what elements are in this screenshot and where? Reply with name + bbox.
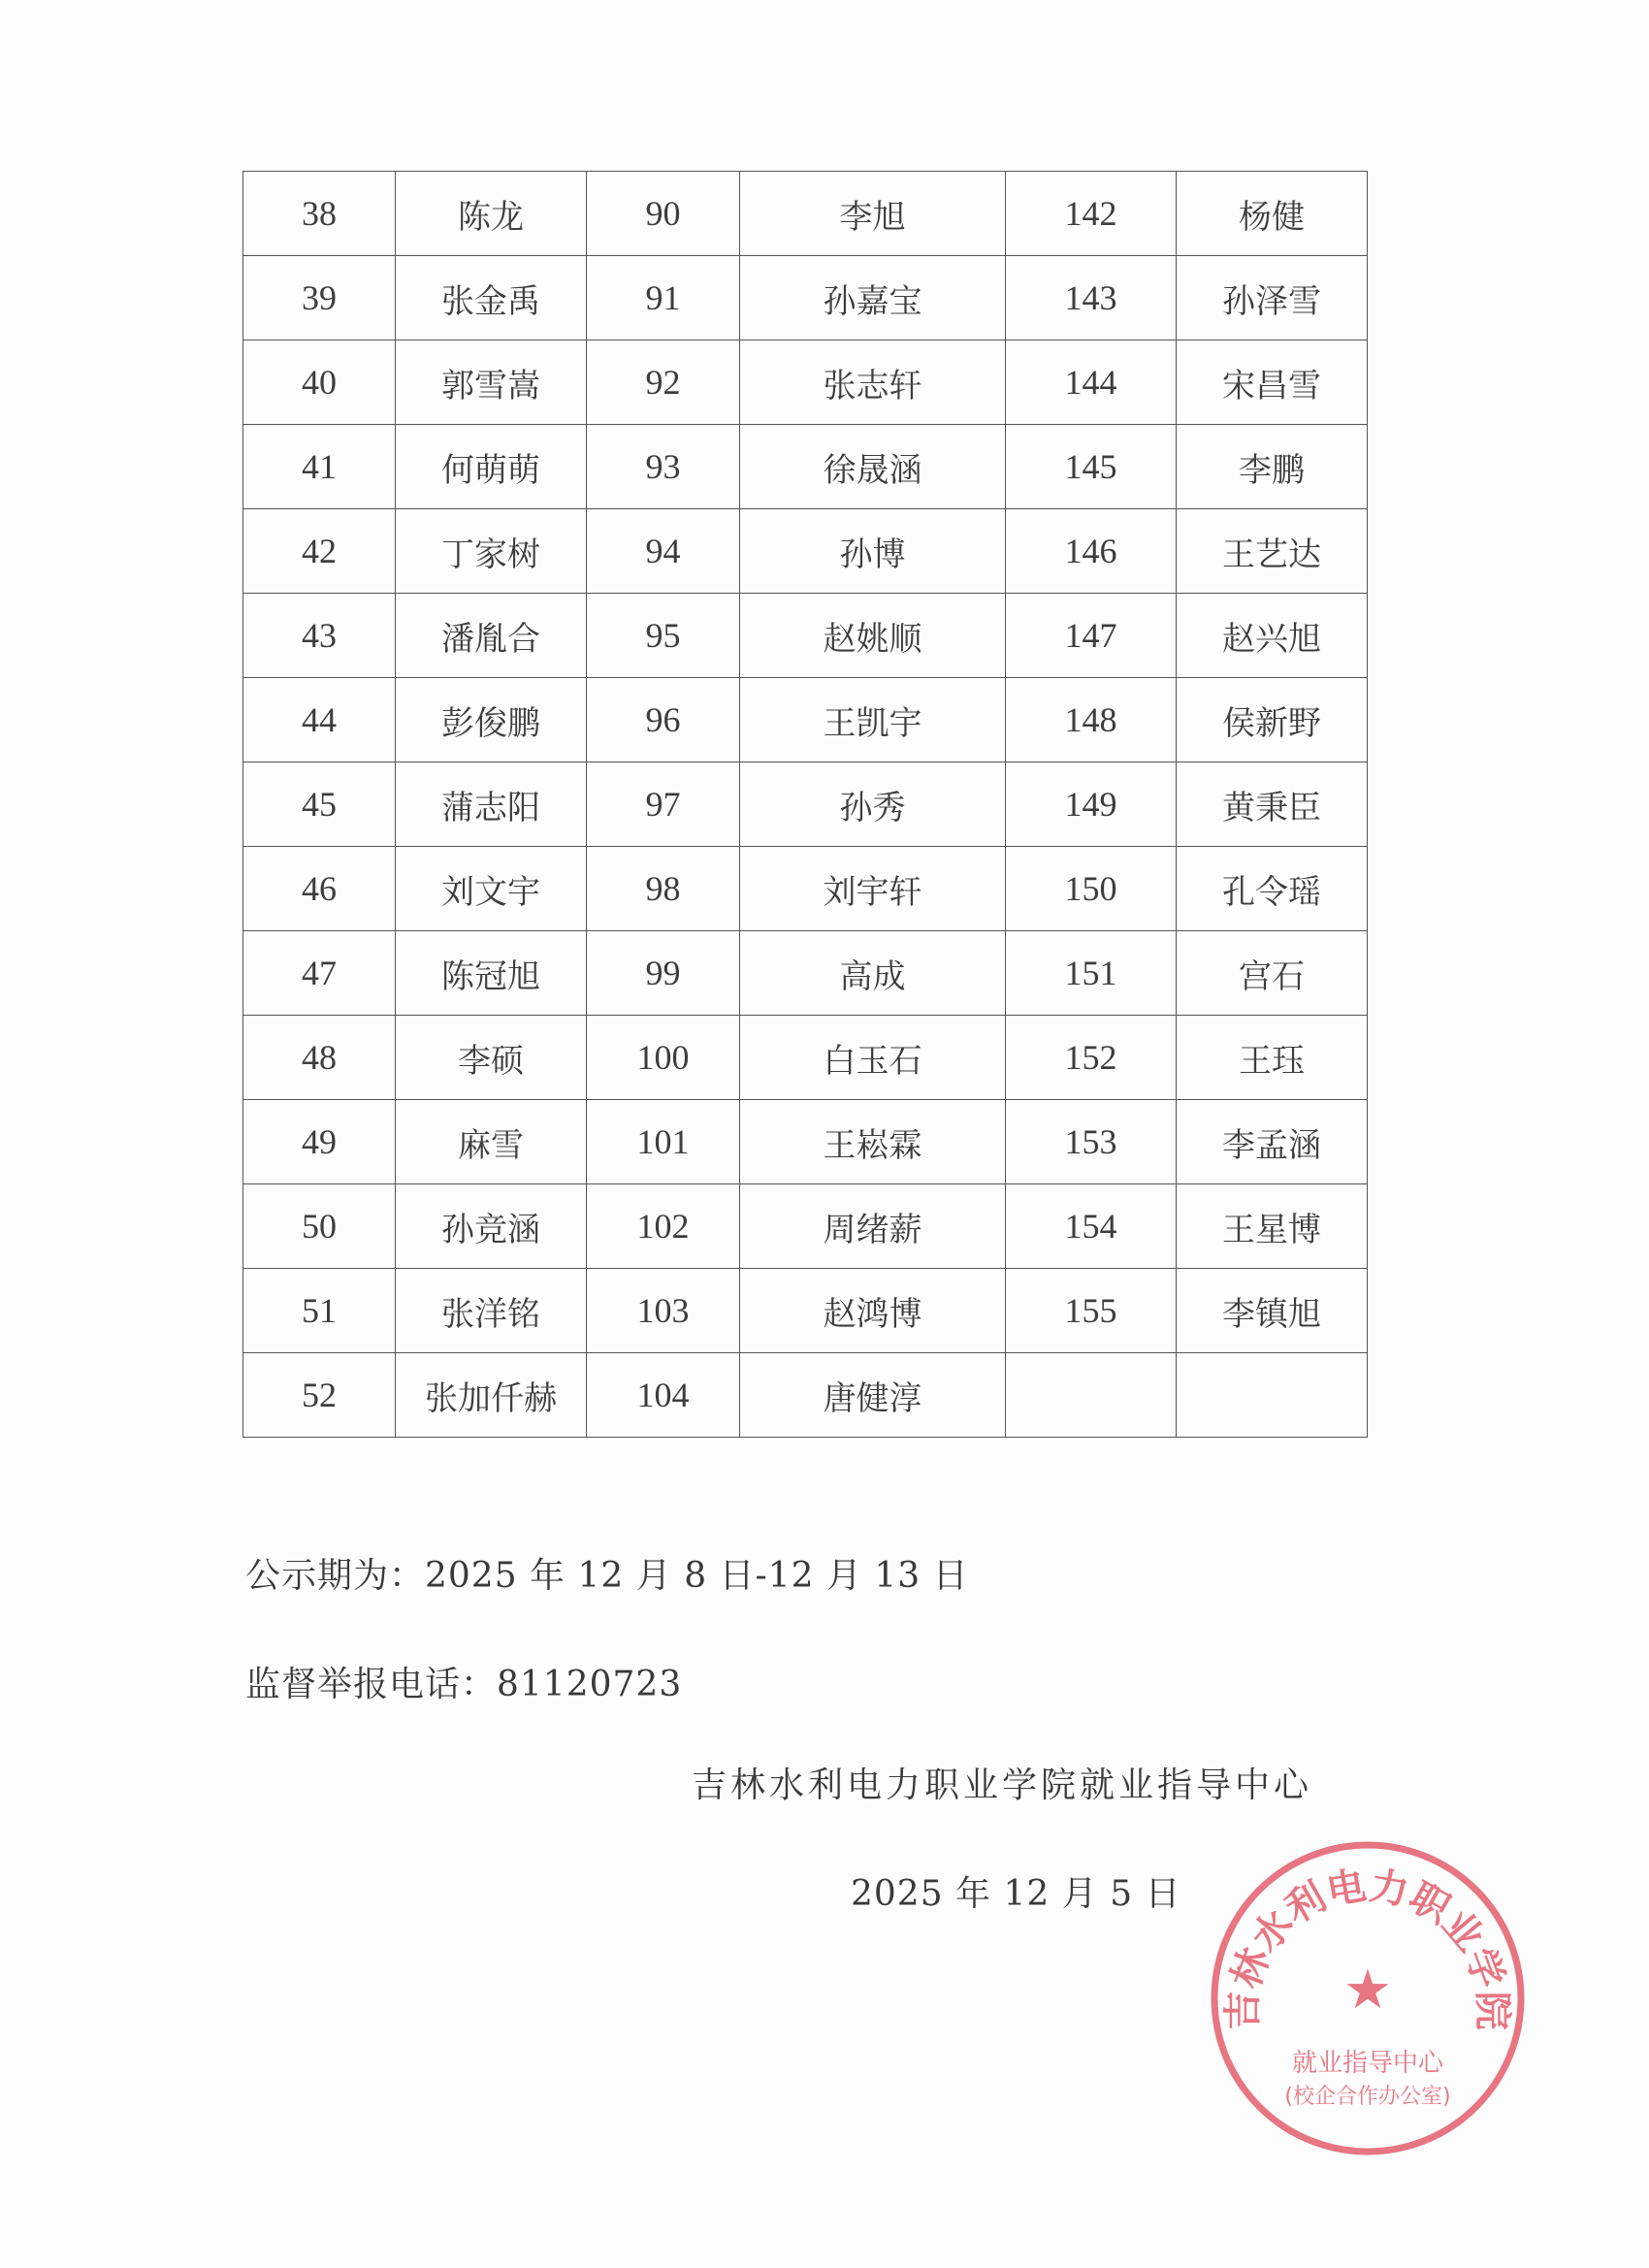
table-row xyxy=(243,340,1368,425)
table-row xyxy=(243,1184,1368,1269)
student-name-cell: 宫石 xyxy=(1177,931,1368,1016)
table-row xyxy=(243,1269,1368,1353)
student-name-cell: 孙秀 xyxy=(740,762,1006,847)
table-row xyxy=(243,425,1368,509)
stamp-outer-text: 吉林水利电力职业学院 xyxy=(1220,1863,1515,2030)
serial-number-cell: 42 xyxy=(243,509,396,594)
issue-date: 2025 年 12 月 5 日 xyxy=(851,1874,1181,1914)
student-name-cell: 杨健 xyxy=(1177,172,1368,256)
serial-number-cell: 99 xyxy=(587,931,740,1016)
publicity-period: 公示期为：2025 年 12 月 8 日-12 月 13 日 xyxy=(245,1556,969,1596)
student-name-cell: 赵鸿博 xyxy=(740,1269,1006,1353)
student-name-cell: 王珏 xyxy=(1177,1016,1368,1100)
student-name-cell: 陈冠旭 xyxy=(396,931,587,1016)
serial-number-cell: 144 xyxy=(1006,340,1177,425)
table-row xyxy=(243,509,1368,594)
serial-number-cell: 153 xyxy=(1006,1100,1177,1184)
serial-number-cell: 98 xyxy=(587,847,740,931)
student-name-cell: 张洋铭 xyxy=(396,1269,587,1353)
student-name-cell: 李鹏 xyxy=(1177,425,1368,509)
student-name-cell: 潘胤合 xyxy=(396,594,587,678)
serial-number-cell: 48 xyxy=(243,1016,396,1100)
table-row xyxy=(243,678,1368,762)
serial-number-cell: 97 xyxy=(587,762,740,847)
table-row xyxy=(243,1353,1368,1438)
serial-number-cell: 39 xyxy=(243,256,396,340)
student-name-cell: 陈龙 xyxy=(396,172,587,256)
stamp-inner-line1: 就业指导中心 xyxy=(1291,2049,1444,2078)
student-name-cell: 麻雪 xyxy=(396,1100,587,1184)
student-name-cell: 何萌萌 xyxy=(396,425,587,509)
student-name-cell: 孙泽雪 xyxy=(1177,256,1368,340)
table-row xyxy=(243,1016,1368,1100)
student-name-cell: 孙竞涵 xyxy=(396,1184,587,1269)
table-row xyxy=(243,256,1368,340)
serial-number-cell: 52 xyxy=(243,1353,396,1438)
student-name-cell: 王崧霖 xyxy=(740,1100,1006,1184)
student-name-cell: 孙博 xyxy=(740,509,1006,594)
serial-number-cell: 49 xyxy=(243,1100,396,1184)
student-name-cell: 李镇旭 xyxy=(1177,1269,1368,1353)
student-name-cell: 蒲志阳 xyxy=(396,762,587,847)
student-name-cell: 丁家树 xyxy=(396,509,587,594)
table-row xyxy=(243,1100,1368,1184)
serial-number-cell: 94 xyxy=(587,509,740,594)
student-name-cell: 黄秉臣 xyxy=(1177,762,1368,847)
student-name-cell: 张金禹 xyxy=(396,256,587,340)
student-name-cell: 宋昌雪 xyxy=(1177,340,1368,425)
student-name-cell: 刘文宇 xyxy=(396,847,587,931)
serial-number-cell: 100 xyxy=(587,1016,740,1100)
serial-number-cell: 96 xyxy=(587,678,740,762)
student-name-cell: 孔令瑶 xyxy=(1177,847,1368,931)
serial-number-cell: 142 xyxy=(1006,172,1177,256)
serial-number-cell: 104 xyxy=(587,1353,740,1438)
serial-number-cell: 51 xyxy=(243,1269,396,1353)
serial-number-cell: 47 xyxy=(243,931,396,1016)
serial-number-cell: 152 xyxy=(1006,1016,1177,1100)
student-name-cell: 高成 xyxy=(740,931,1006,1016)
student-name-cell: 王凯宇 xyxy=(740,678,1006,762)
serial-number-cell: 147 xyxy=(1006,594,1177,678)
student-name-cell: 赵兴旭 xyxy=(1177,594,1368,678)
serial-number-cell: 148 xyxy=(1006,678,1177,762)
serial-number-cell: 41 xyxy=(243,425,396,509)
student-name-cell: 张志轩 xyxy=(740,340,1006,425)
student-name-cell: 彭俊鹏 xyxy=(396,678,587,762)
student-name-cell: 郭雪嵩 xyxy=(396,340,587,425)
student-name-cell: 李孟涵 xyxy=(1177,1100,1368,1184)
student-name-cell: 周绪薪 xyxy=(740,1184,1006,1269)
serial-number-cell: 154 xyxy=(1006,1184,1177,1269)
table-row xyxy=(243,931,1368,1016)
serial-number-cell: 50 xyxy=(243,1184,396,1269)
serial-number-cell: 93 xyxy=(587,425,740,509)
serial-number-cell xyxy=(1006,1353,1177,1438)
table-row xyxy=(243,594,1368,678)
student-name-cell: 唐健淳 xyxy=(740,1353,1006,1438)
student-name-cell: 李硕 xyxy=(396,1016,587,1100)
official-seal-stamp xyxy=(1203,1833,1533,2163)
student-name-cell: 刘宇轩 xyxy=(740,847,1006,931)
serial-number-cell: 102 xyxy=(587,1184,740,1269)
serial-number-cell: 38 xyxy=(243,172,396,256)
table-row xyxy=(243,172,1368,256)
student-name-cell: 王星博 xyxy=(1177,1184,1368,1269)
star-icon: ★ xyxy=(1342,1959,1393,2022)
student-name-cell: 王艺达 xyxy=(1177,509,1368,594)
name-list-table xyxy=(242,171,1368,1438)
serial-number-cell: 143 xyxy=(1006,256,1177,340)
serial-number-cell: 46 xyxy=(243,847,396,931)
serial-number-cell: 155 xyxy=(1006,1269,1177,1353)
serial-number-cell: 101 xyxy=(587,1100,740,1184)
table-row xyxy=(243,847,1368,931)
stamp-inner-line2: (校企合作办公室) xyxy=(1284,2085,1451,2109)
report-hotline: 监督举报电话：81120723 xyxy=(245,1665,683,1704)
serial-number-cell: 92 xyxy=(587,340,740,425)
student-name-cell: 孙嘉宝 xyxy=(740,256,1006,340)
student-name-cell: 徐晟涵 xyxy=(740,425,1006,509)
student-name-cell: 李旭 xyxy=(740,172,1006,256)
serial-number-cell: 150 xyxy=(1006,847,1177,931)
student-name-cell: 张加仟赫 xyxy=(396,1353,587,1438)
student-name-cell: 侯新野 xyxy=(1177,678,1368,762)
serial-number-cell: 146 xyxy=(1006,509,1177,594)
serial-number-cell: 149 xyxy=(1006,762,1177,847)
serial-number-cell: 103 xyxy=(587,1269,740,1353)
student-name-cell xyxy=(1177,1353,1368,1438)
serial-number-cell: 45 xyxy=(243,762,396,847)
issuer-name: 吉林水利电力职业学院就业指导中心 xyxy=(692,1766,1313,1805)
serial-number-cell: 91 xyxy=(587,256,740,340)
serial-number-cell: 151 xyxy=(1006,931,1177,1016)
serial-number-cell: 43 xyxy=(243,594,396,678)
serial-number-cell: 44 xyxy=(243,678,396,762)
serial-number-cell: 90 xyxy=(587,172,740,256)
serial-number-cell: 145 xyxy=(1006,425,1177,509)
serial-number-cell: 95 xyxy=(587,594,740,678)
student-name-cell: 赵姚顺 xyxy=(740,594,1006,678)
student-name-cell: 白玉石 xyxy=(740,1016,1006,1100)
table-row xyxy=(243,762,1368,847)
serial-number-cell: 40 xyxy=(243,340,396,425)
